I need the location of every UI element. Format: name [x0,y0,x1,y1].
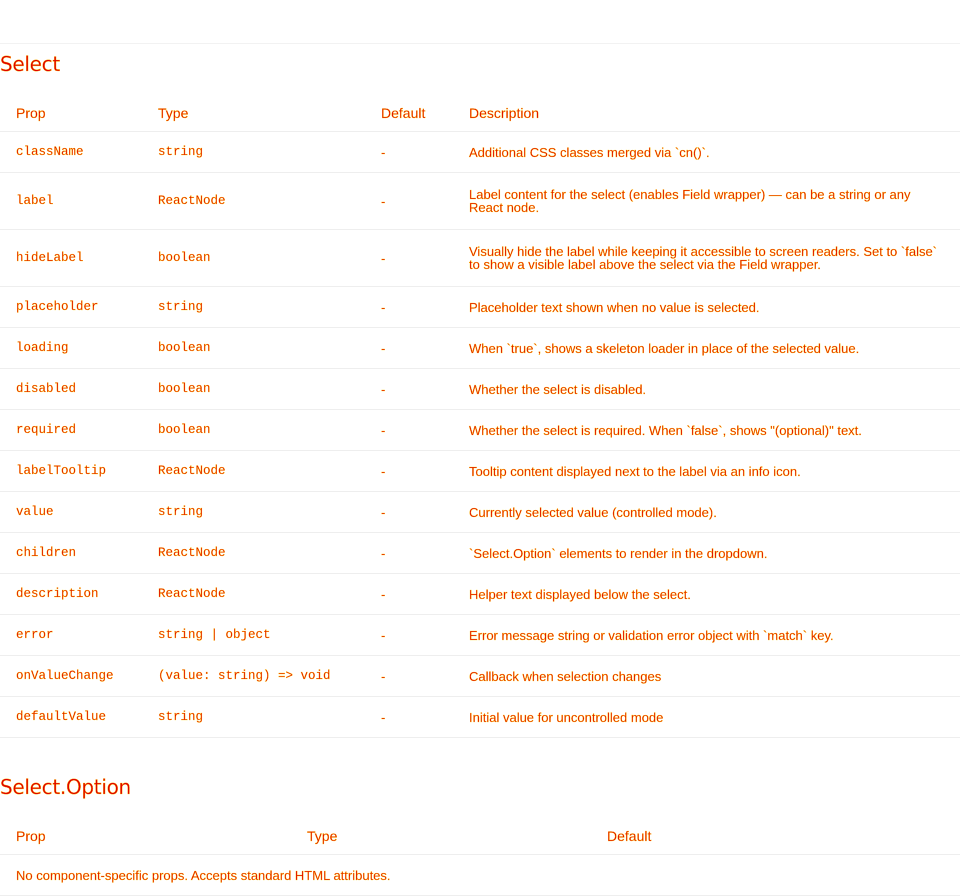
prop-name: value [0,492,142,533]
prop-type: string [142,492,365,533]
header-default: Default [365,94,453,132]
prop-description: When `true`, shows a skeleton loader in place of the selected value. [453,328,960,369]
header-prop: Prop [0,817,291,855]
header-type: Type [142,94,365,132]
prop-description: Error message string or validation error object with `match` key. [453,615,960,656]
prop-name: description [0,574,142,615]
props-table-select [0,94,960,738]
prop-type: boolean [142,410,365,451]
prop-description: Whether the select is required. When `false`, shows "(optional)" text. [453,410,960,451]
prop-description: Additional CSS classes merged via `cn()`. [453,132,960,173]
prop-default: - [365,328,453,369]
prop-type: ReactNode [142,173,365,230]
table-row [0,132,960,173]
table-row [0,369,960,410]
prop-description: `Select.Option` elements to render in the dropdown. [453,533,960,574]
prop-type: string [142,697,365,738]
props-table-select-option [0,817,960,896]
prop-description: Placeholder text shown when no value is selected. [453,287,960,328]
header-default: Default [591,817,960,855]
table-row [0,656,960,697]
table-row [0,230,960,287]
table-row [0,451,960,492]
prop-default: - [365,656,453,697]
prop-name: onValueChange [0,656,142,697]
top-divider [0,43,960,44]
prop-type: string | object [142,615,365,656]
prop-name: placeholder [0,287,142,328]
table-row [0,855,960,896]
prop-type: boolean [142,230,365,287]
table-row [0,533,960,574]
header-description: Description [453,94,960,132]
prop-default: - [365,574,453,615]
table-row [0,410,960,451]
prop-name: children [0,533,142,574]
table-row [0,287,960,328]
prop-description: Tooltip content displayed next to the label via an info icon. [453,451,960,492]
prop-default: - [365,287,453,328]
table-row [0,574,960,615]
no-props-note: No component-specific props. Accepts standard HTML attributes. [0,855,960,896]
prop-type: boolean [142,369,365,410]
prop-name: labelTooltip [0,451,142,492]
prop-default: - [365,369,453,410]
table-header-row [0,817,960,855]
section-title-select: Select [0,52,60,76]
prop-default: - [365,615,453,656]
prop-default: - [365,410,453,451]
prop-default: - [365,697,453,738]
prop-name: loading [0,328,142,369]
prop-description: Label content for the select (enables Field wrapper) — can be a string or any React node. [453,173,960,230]
prop-default: - [365,533,453,574]
table-row [0,173,960,230]
prop-description: Currently selected value (controlled mode). [453,492,960,533]
prop-type: string [142,287,365,328]
prop-type: boolean [142,328,365,369]
header-type: Type [291,817,591,855]
prop-description: Initial value for uncontrolled mode [453,697,960,738]
prop-description: Helper text displayed below the select. [453,574,960,615]
table-row [0,492,960,533]
prop-name: hideLabel [0,230,142,287]
prop-type: (value: string) => void [142,656,365,697]
table-row [0,328,960,369]
prop-type: ReactNode [142,451,365,492]
header-prop: Prop [0,94,142,132]
prop-name: error [0,615,142,656]
prop-name: className [0,132,142,173]
prop-default: - [365,132,453,173]
prop-description: Whether the select is disabled. [453,369,960,410]
props-table-body [0,132,960,738]
prop-name: label [0,173,142,230]
prop-default: - [365,451,453,492]
prop-type: ReactNode [142,574,365,615]
prop-type: string [142,132,365,173]
prop-name: required [0,410,142,451]
prop-description: Visually hide the label while keeping it accessible to screen readers. Set to `false` to show a visible label above the select via the Field wrapper. [453,230,960,287]
section-title-select-option: Select.Option [0,775,131,799]
prop-default: - [365,230,453,287]
prop-default: - [365,492,453,533]
table-header-row [0,94,960,132]
prop-default: - [365,173,453,230]
prop-name: disabled [0,369,142,410]
table-row [0,615,960,656]
prop-name: defaultValue [0,697,142,738]
prop-type: ReactNode [142,533,365,574]
prop-description: Callback when selection changes [453,656,960,697]
table-row [0,697,960,738]
